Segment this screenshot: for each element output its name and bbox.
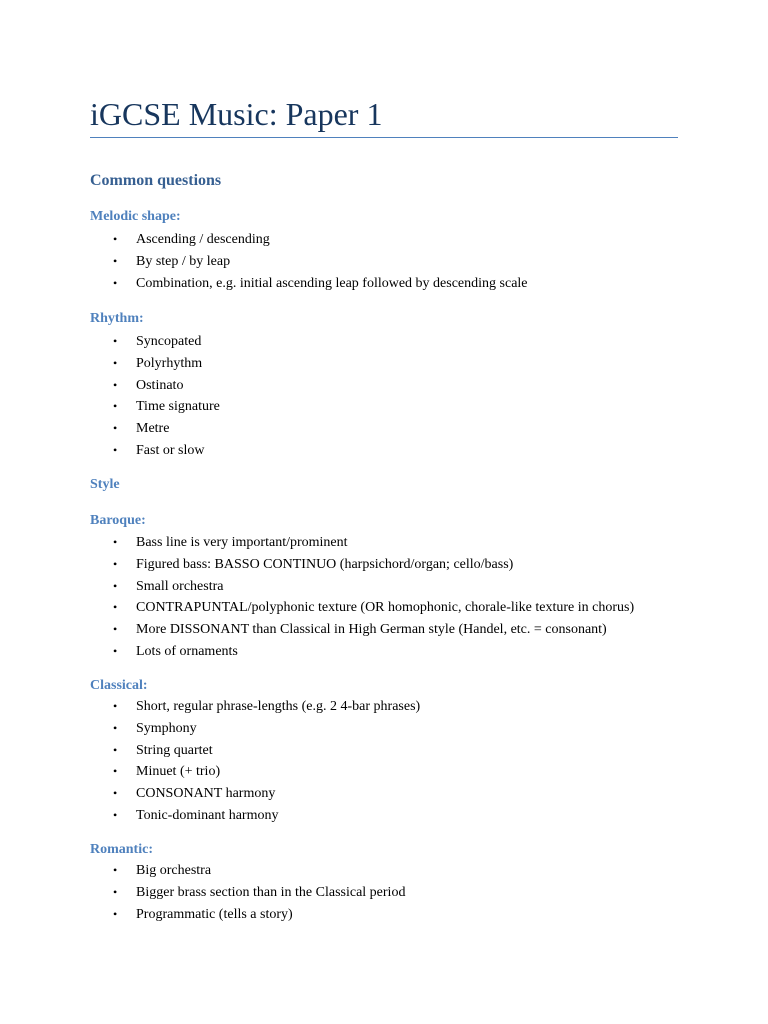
bullet-icon: • bbox=[113, 600, 118, 615]
bullet-icon: • bbox=[113, 884, 118, 899]
bullet-icon: • bbox=[113, 863, 118, 877]
bullet-icon: • bbox=[113, 334, 118, 348]
bullet-icon: • bbox=[113, 764, 118, 779]
bullet-icon: • bbox=[113, 377, 118, 392]
title-underline-rule bbox=[90, 137, 678, 138]
bullet-icon: • bbox=[113, 742, 118, 757]
bullet-icon: • bbox=[113, 253, 118, 268]
bullet-icon: • bbox=[113, 535, 118, 549]
bullet-icon: • bbox=[113, 622, 118, 637]
bullet-icon: • bbox=[113, 421, 118, 436]
bullet-icon: • bbox=[113, 643, 118, 658]
bullet-icon: • bbox=[113, 399, 118, 414]
document-page: iGCSE Music: Paper 1 Common questions Melodic shape: • Ascending / descending • By step / by leap • Combination, e.g. initial ascending leap followed by descending scale Rhythm: • Syncopated • Polyrhythm • Ostinato • Time signature • Metre • Fast or slow Style Baroque: • Bass line is very important/prominent • Figured bass: BASSO CONTINUO (harpsichord/organ; cello/bass) • Small orchestra • CONTRAPUNTAL/polyphonic texture (OR homophonic, chorale-like texture in chorus) • More DISSONANT than Classical in High German style (Handel, etc. = consonant) • Lots of ornaments Classical: • Short, regular phrase-lengths (e.g. 2 4-bar phrases) • Symphony • String quartet • Minuet (+ trio) • CONSONANT harmony • Tonic-dominant harmony Romantic: • Big orchestra • Bigger brass section than in the Classical period • Programmatic (tells a story) bbox=[0, 0, 768, 1024]
bullet-icon: • bbox=[113, 720, 118, 735]
bullet-icon: • bbox=[113, 699, 118, 713]
bullet-icon: • bbox=[113, 578, 118, 593]
heading-melodic-shape: Melodic shape: bbox=[90, 209, 181, 224]
bullet-icon: • bbox=[113, 556, 118, 571]
bullet-icon: • bbox=[113, 232, 118, 246]
heading-rhythm: Rhythm: bbox=[90, 311, 144, 326]
heading-style: Style bbox=[90, 477, 120, 492]
bullet-icon: • bbox=[113, 355, 118, 370]
bullet-icon: • bbox=[113, 807, 118, 822]
bullet-icon: • bbox=[113, 442, 118, 457]
heading-romantic: Romantic: bbox=[90, 842, 153, 857]
heading-baroque: Baroque: bbox=[90, 513, 146, 528]
heading-common-questions: Common questions bbox=[90, 172, 222, 189]
bullet-icon: • bbox=[113, 275, 118, 290]
heading-classical: Classical: bbox=[90, 678, 148, 693]
page-title: iGCSE Music: Paper 1 bbox=[90, 96, 383, 132]
bullet-icon: • bbox=[113, 906, 118, 921]
bullet-icon: • bbox=[113, 786, 118, 801]
